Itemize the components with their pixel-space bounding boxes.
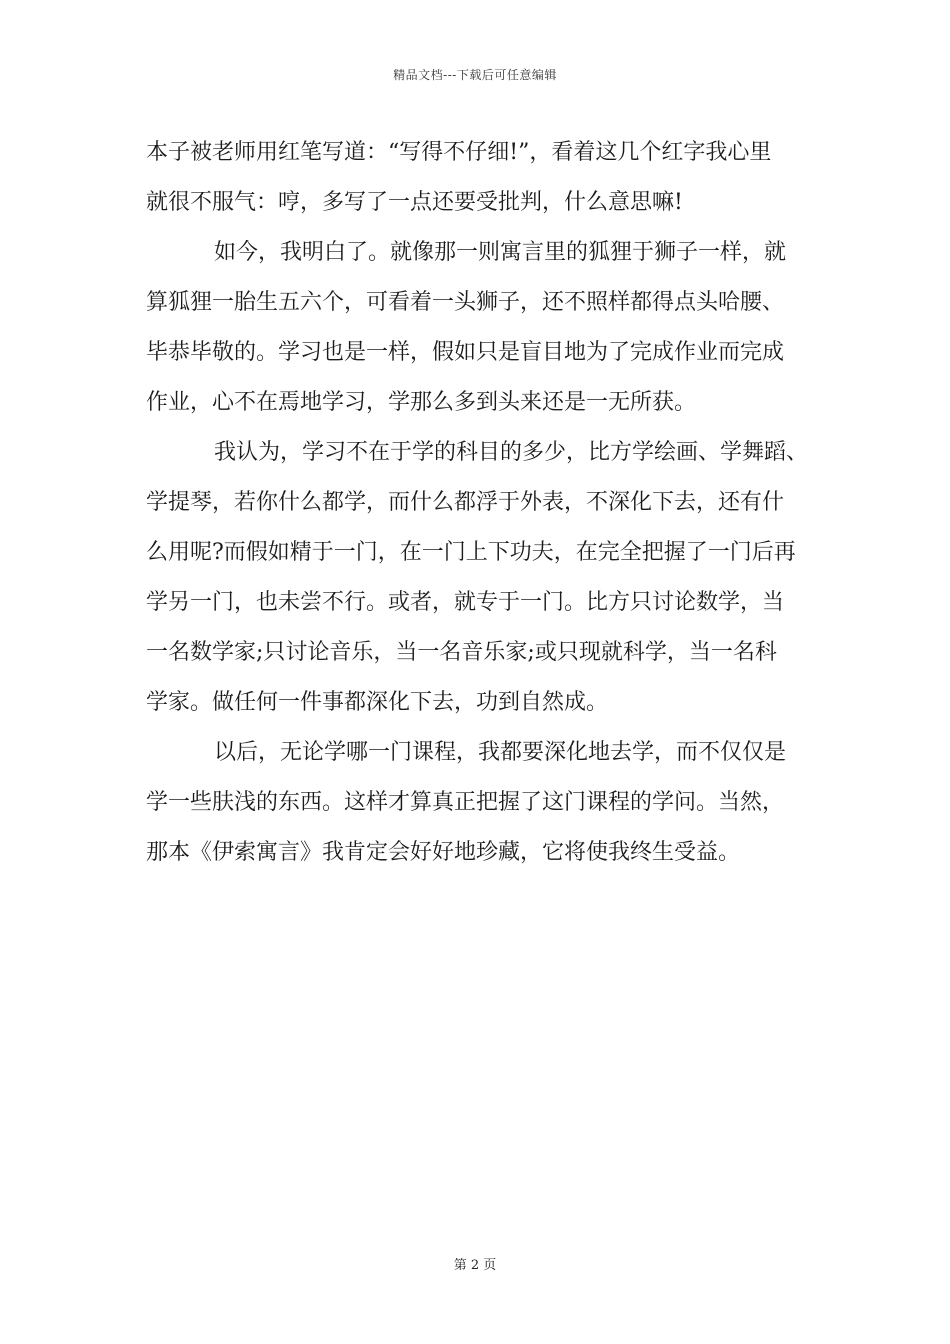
paragraph-line: 算狐狸一胎生五六个，可看着一头狮子，还不照样都得点头哈腰、 [146,290,785,315]
paragraph-line: 以后，无论学哪一门课程，我都要深化地去学，而不仅仅是 [214,740,787,765]
paragraph-line: 毕恭毕敬的。学习也是一样，假如只是盲目地为了完成作业而完成 [146,340,785,365]
document-body [146,128,810,878]
paragraph-line: 就很不服气：哼，多写了一点还要受批判，什么意思嘛! [146,190,683,215]
paragraph-line: 如今，我明白了。就像那一则寓言里的狐狸于狮子一样，就 [214,240,787,265]
paragraph-line: 一名数学家;只讨论音乐，当一名音乐家;或只现就科学，当一名科 [146,640,777,665]
page-header: 精品文档---下载后可任意编辑 [393,68,557,82]
paragraph-line: 学提琴，若你什么都学，而什么都浮于外表，不深化下去，还有什 [146,490,785,515]
paragraph-line: 作业，心不在焉地学习，学那么多到头来还是一无所获。 [146,390,697,415]
paragraph-line: 那本《伊索寓言》我肯定会好好地珍藏，它将使我终生受益。 [146,840,741,865]
paragraph-line: 学另一门，也未尝不行。或者，就专于一门。比方只讨论数学，当 [146,590,785,615]
page-number: 第 2 页 [453,1258,497,1273]
paragraph-line: 学一些肤浅的东西。这样才算真正把握了这门课程的学问。当然， [146,790,785,815]
paragraph-line: 我认为，学习不在于学的科目的多少，比方学绘画、学舞蹈、 [214,440,809,465]
paragraph-line: 学家。做任何一件事都深化下去，功到自然成。 [146,690,609,715]
paragraph-line: 本子被老师用红笔写道：“写得不仔细!”，看着这几个红字我心里 [146,140,772,165]
paragraph-line: 么用呢?而假如精于一门，在一门上下功夫，在完全把握了一门后再 [146,540,796,565]
